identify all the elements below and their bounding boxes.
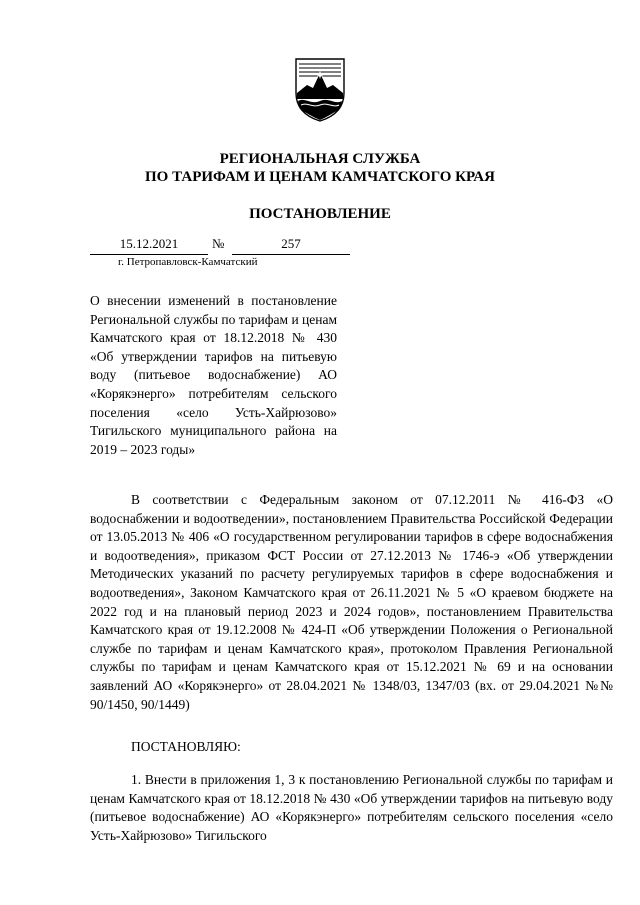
document-number: 257 bbox=[232, 236, 350, 255]
point-1-paragraph: 1. Внести в приложения 1, 3 к постановлению Региональной службы по тарифам и ценам Камчатского края от 18.12.2018 № 430 «Об утверждении тарифов на питьевую воду (питьевое водоснабжение) АО «Корякэнерго» потребителям сельского поселения «село Усть-Хайрюзово» Тигильского bbox=[90, 772, 613, 843]
org-name-line1: РЕГИОНАЛЬНАЯ СЛУЖБА bbox=[219, 151, 421, 167]
decree-word: ПОСТАНОВЛЯЮ: bbox=[131, 739, 241, 754]
document-subject: О внесении изменений в постановление Региональной службы по тарифам и ценам Камчатского края от 18.12.2018 № 430 «Об утверждении тарифов на питьевую воду (питьевое водоснабжение) АО «Корякэнерго» потребителям сельского поселения «село Усть-Хайрюзово» Тигильского муниципального района на 2019 – 2023 годы» bbox=[90, 293, 338, 457]
org-name-line2: ПО ТАРИФАМ И ЦЕНАМ КАМЧАТСКОГО КРАЯ bbox=[145, 169, 495, 185]
number-sign: № bbox=[212, 236, 225, 251]
document-type: ПОСТАНОВЛЕНИЕ bbox=[249, 206, 391, 222]
coat-of-arms-icon bbox=[293, 55, 347, 122]
city: г. Петропавловск-Камчатский bbox=[118, 256, 258, 268]
preamble-paragraph: В соответствии с Федеральным законом от 07.12.2011 № 416-ФЗ «О водоснабжении и водоотведении», постановлением Правительства Российской Федерации от 13.05.2013 № 406 «О государственном регулировании тарифов в сфере водоснабжения и водоотведения», приказом ФСТ России от 27.12.2013 № 1746-э «Об утверждении Методических указаний по расчету регулируемых тарифов в сфере водоснабжения и водоотведения», Законом Камчатского края от 26.11.2021 № 5 «О краевом бюджете на 2022 год и на плановый период 2023 и 2024 годов», постановлением Правительства Камчатского края от 19.12.2008 № 424-П «Об утверждении Положения о Региональной службе по тарифам и ценам Камчатского края», протоколом Правления Региональной службы по тарифам и ценам Камчатского края от 15.12.2021 № 69 и на основании заявлений АО «Корякэнерго» от 28.04.2021 № 1348/03, 1347/03 (вх. от 29.04.2021 №№ 90/1450, 90/1449) bbox=[90, 492, 613, 712]
document-date: 15.12.2021 bbox=[90, 236, 208, 255]
